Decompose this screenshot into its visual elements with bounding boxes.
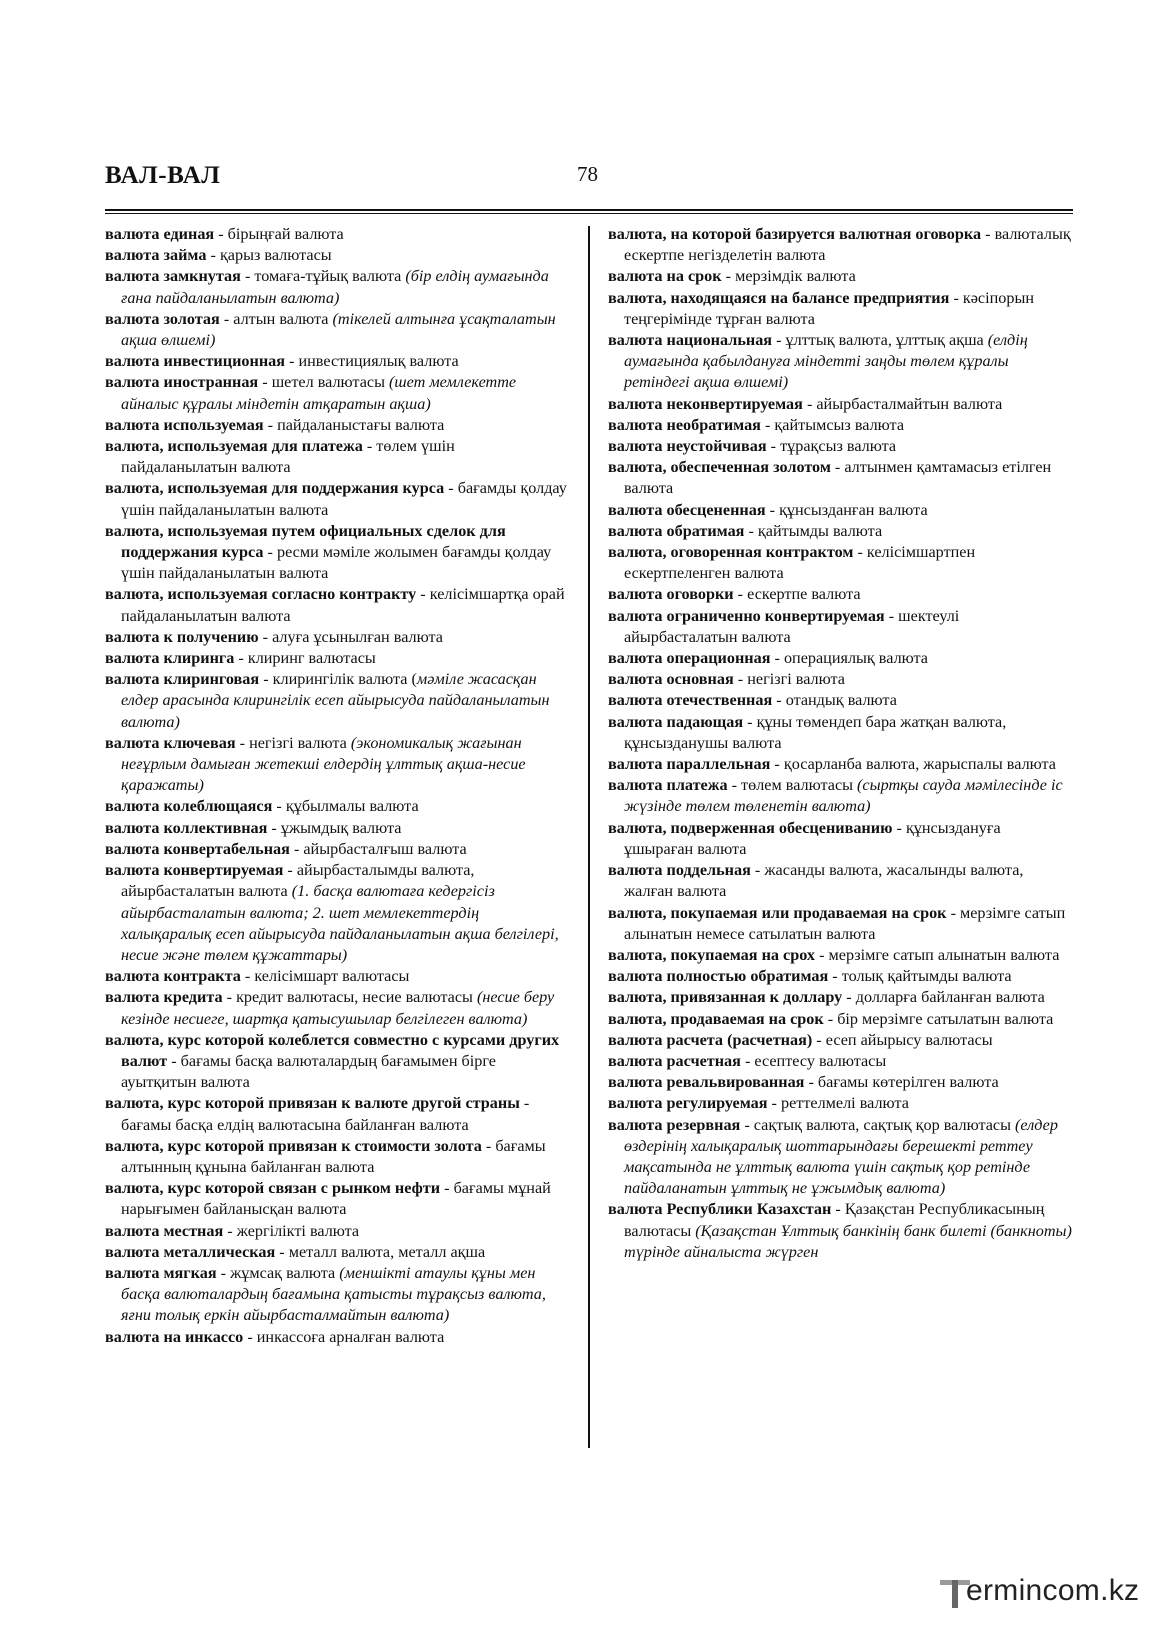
entry-translation: ресми мәміле жолымен бағамды қолдау үшін пайдаланылатын валюта xyxy=(121,543,552,583)
entry-term: валюта, оговоренная контрактом xyxy=(608,543,854,562)
termincom-watermark xyxy=(940,1572,1140,1616)
entry-translation: құнсыздануға ұшыраған валюта xyxy=(624,818,1001,858)
dictionary-entry xyxy=(105,245,567,266)
entry-translation: долларға байланған валюта xyxy=(855,988,1045,1007)
entry-term: валюта замкнутая xyxy=(105,267,241,286)
entry-term: валюта конвертабельная xyxy=(105,839,290,858)
dictionary-entry xyxy=(608,288,1073,330)
entry-term: валюта конвертируемая xyxy=(105,861,284,880)
dictionary-entry xyxy=(105,839,567,860)
entry-translation: отандық валюта xyxy=(785,691,897,710)
entry-translation: жасанды валюта, жасалынды валюта, жалған валюта xyxy=(624,861,1024,901)
entry-translation: пайдаланыстағы валюта xyxy=(277,415,445,434)
entry-separator: - xyxy=(770,755,784,774)
dictionary-entry xyxy=(608,669,1073,690)
entry-translation: негізгі валюта xyxy=(249,733,351,752)
entry-separator: - xyxy=(770,649,784,668)
entry-separator: - xyxy=(235,733,250,752)
entry-term: валюта, подверженная обесцениванию xyxy=(608,818,893,837)
entry-gloss: (1. басқа валютаға кедергісіз айырбасталатын валюта; 2. шет мемлекеттердің халықаралық есеп айырысуда пайдаланылатын ақша белгілері, несие және төлем құжаттары) xyxy=(121,882,559,964)
dictionary-entry xyxy=(105,309,567,351)
entry-gloss: (сыртқы сауда мәмілесінде іс жүзінде төлем төленетін валюта) xyxy=(624,776,1063,816)
entry-term: валюта к получению xyxy=(105,627,259,646)
entry-translation: құны төмендеп бара жатқан валюта, құнсызданушы валюта xyxy=(624,712,1007,752)
entry-separator: - xyxy=(263,543,277,562)
entry-term: валюта неконвертируемая xyxy=(608,394,803,413)
entry-translation: ұлттық валюта, ұлттық ақша xyxy=(785,331,988,350)
entry-translation: клиринг валютасы xyxy=(247,649,376,668)
entry-term: валюта параллельная xyxy=(608,755,771,774)
entry-translation: қайтымсыз валюта xyxy=(774,415,905,434)
entry-translation: айырбасталымды валюта, айырбасталатын валюта xyxy=(121,861,475,901)
entry-gloss: (елдің аумағында қабылдануға міндетті заңды төлем құралы ретіндегі ақша өлшемі) xyxy=(624,331,1028,392)
entry-gloss: (елдер өздерінің халықаралық шоттарындағы берешекті реттеу мақсатында не ұлттық валюта үшін сақтық қор ретінде пайдаланатын ұлттық не ұжымдық валюта) xyxy=(624,1115,1058,1198)
dictionary-entry xyxy=(608,415,1073,436)
entry-term: валюта, используемая для платежа xyxy=(105,437,363,456)
entry-term: валюта клиринга xyxy=(105,649,235,668)
entry-gloss: (экономикалық жағынан неғұрлым дамыған жетекші елдердің ұлттық ақша-несие қаражаты) xyxy=(121,733,526,795)
entry-translation: толық қайтымды валюта xyxy=(841,967,1012,986)
entry-separator: - xyxy=(519,1094,530,1113)
entry-term: валюта падающая xyxy=(608,712,744,731)
entry-translation: шетел валютасы xyxy=(271,373,389,392)
dictionary-entry xyxy=(105,351,567,372)
header-rule-thin xyxy=(105,213,1073,214)
entry-term: валюта, используемая для поддержания курса xyxy=(105,479,445,498)
entry-translation: алтынмен қамтамасыз етілген валюта xyxy=(624,458,1052,498)
dictionary-entry xyxy=(105,1030,567,1094)
entry-translation: алтын валюта xyxy=(233,309,333,328)
entry-separator: - xyxy=(206,246,220,265)
entry-term: валюта, покупаемая на срох xyxy=(608,945,816,964)
entry-translation: ескертпе валюта xyxy=(747,585,861,604)
entry-translation: қосарланба валюта, жарыспалы валюта xyxy=(783,755,1056,774)
entry-translation: Қазақстан Республикасының валютасы xyxy=(624,1200,1045,1240)
entry-translation: есеп айырысу валютасы xyxy=(825,1030,993,1049)
entry-separator: - xyxy=(823,1009,838,1028)
entry-translation: ұжымдық валюта xyxy=(280,818,402,837)
dictionary-entry xyxy=(608,1030,1073,1051)
entry-term: валюта полностью обратимая xyxy=(608,967,829,986)
entry-separator: - xyxy=(222,988,237,1007)
dictionary-entry xyxy=(105,436,567,478)
entry-term: валюта ревальвированная xyxy=(608,1073,805,1092)
entry-translation: төлем үшін пайдаланылатын валюта xyxy=(121,437,455,477)
dictionary-entry xyxy=(105,648,567,669)
entry-separator: - xyxy=(812,1030,826,1049)
entry-separator: - xyxy=(744,521,758,540)
entry-term: валюта металлическая xyxy=(105,1242,276,1261)
entry-term: валюта обесцененная xyxy=(608,500,766,519)
entry-separator: - xyxy=(765,500,780,519)
entry-separator: - xyxy=(727,776,742,795)
entry-translation: бағамы көтерілген валюта xyxy=(817,1073,999,1092)
entry-term: валюта, курс которой колеблется совместно с курсами других валют xyxy=(105,1030,560,1070)
entry-term: валюта используемая xyxy=(105,415,264,434)
entry-translation: айырбасталмайтын валюта xyxy=(816,394,1003,413)
entry-translation: қайтымды валюта xyxy=(757,521,883,540)
dictionary-entry xyxy=(105,669,567,733)
entry-separator: - xyxy=(828,967,842,986)
entry-term: валюта поддельная xyxy=(608,861,751,880)
entry-term: валюта, привязанная к доллару xyxy=(608,988,843,1007)
entry-separator: - xyxy=(892,818,906,837)
entry-separator: - xyxy=(258,373,272,392)
dictionary-entry xyxy=(608,1093,1073,1114)
dictionary-entry xyxy=(608,457,1073,499)
entry-separator: - xyxy=(416,585,430,604)
entry-translation: операциялық валюта xyxy=(783,649,928,668)
entry-term: валюта операционная xyxy=(608,649,771,668)
dictionary-entry xyxy=(105,521,567,585)
watermark-text: ermincom.kz xyxy=(966,1574,1140,1607)
entry-separator: - xyxy=(853,543,867,562)
entry-separator: - xyxy=(815,945,829,964)
entry-separator: - xyxy=(289,839,304,858)
dictionary-entry xyxy=(608,818,1073,860)
entry-separator: - xyxy=(283,861,297,880)
entry-term: валюта ключевая xyxy=(105,733,236,752)
entry-separator: - xyxy=(214,225,228,243)
entry-translation: бағамы мұнай нарығымен байланысқан валюта xyxy=(121,1179,551,1219)
header-rule-thick xyxy=(105,209,1073,211)
entry-term: валюта, продаваемая на срок xyxy=(608,1009,824,1028)
entry-separator: - xyxy=(743,712,757,731)
dictionary-entry xyxy=(608,966,1073,987)
dictionary-entry xyxy=(105,584,567,626)
entry-term: валюта, курс которой привязан к стоимости золота xyxy=(105,1136,482,1155)
entry-translation: бағамы басқа валюталардың бағамымен бірге ауытқитын валюта xyxy=(121,1051,496,1092)
entry-term: валюта отечественная xyxy=(608,691,773,710)
entry-separator: - xyxy=(740,1051,755,1070)
dictionary-entry xyxy=(608,945,1073,966)
entry-separator: - xyxy=(440,1179,454,1198)
entry-term: валюта платежа xyxy=(608,776,728,795)
entry-term: валюта золотая xyxy=(105,309,220,328)
entry-translation: мерзімге сатып алынатын немесе сатылатын валюта xyxy=(624,903,1066,943)
entry-gloss: (бір елдің аумағында ғана пайдаланылатын валюта) xyxy=(121,267,549,307)
dictionary-entry xyxy=(608,521,1073,542)
entry-separator: - xyxy=(272,797,286,816)
entry-separator: - xyxy=(842,988,856,1007)
entry-term: валюта расчетная xyxy=(608,1051,741,1070)
entry-gloss: (шет мемлекетте айналыс құралы міндетін атқаратын ақша) xyxy=(121,373,517,413)
entry-term: валюта расчета (расчетная) xyxy=(608,1030,813,1049)
entry-translation: валюталық ескертпе негізделетін валюта xyxy=(624,225,1071,265)
dictionary-entry xyxy=(105,1221,567,1242)
entry-separator: - xyxy=(259,670,273,689)
entry-term: валюта, находящаяся на балансе предприятия xyxy=(608,288,950,307)
entry-separator: - xyxy=(243,1327,257,1346)
dictionary-entry xyxy=(608,542,1073,584)
dictionary-entry xyxy=(608,584,1073,605)
entry-separator: - xyxy=(760,415,775,434)
entry-separator: - xyxy=(362,437,377,456)
dictionary-entry xyxy=(608,1072,1073,1093)
entry-term: валюта, курс которой связан с рынком нефти xyxy=(105,1179,441,1198)
entry-separator: - xyxy=(772,691,786,710)
entry-separator: - xyxy=(219,309,234,328)
entry-term: валюта колеблющаяся xyxy=(105,797,273,816)
dictionary-entry xyxy=(105,478,567,520)
entry-translation: шектеулі айырбасталатын валюта xyxy=(624,606,960,646)
entry-term: валюта, на которой базируется валютная оговорка xyxy=(608,225,982,243)
dictionary-entry xyxy=(608,754,1073,775)
entry-term: валюта местная xyxy=(105,1221,224,1240)
entry-translation: есептесу валютасы xyxy=(754,1051,887,1070)
dictionary-entry xyxy=(608,1009,1073,1030)
entry-translation: негізгі валюта xyxy=(747,670,845,689)
dictionary-entry xyxy=(608,860,1073,902)
dictionary-entry xyxy=(105,1327,567,1348)
dictionary-entry xyxy=(105,1093,567,1135)
entry-translation: алуға ұсынылған валюта xyxy=(272,627,443,646)
entry-term: валюта, обеспеченная золотом xyxy=(608,458,831,477)
entry-translation: келісімшарт валютасы xyxy=(254,967,410,986)
entry-translation: келісімшартпен ескертпеленген валюта xyxy=(624,543,976,583)
dictionary-entry xyxy=(105,415,567,436)
entry-term: валюта единая xyxy=(105,225,215,243)
entry-translation: металл валюта, металл ақша xyxy=(288,1242,486,1261)
dictionary-entry xyxy=(105,796,567,817)
entry-translation: инвестициялық валюта xyxy=(298,352,459,371)
entry-translation: тұрақсыз валюта xyxy=(780,437,897,456)
entry-translation: бір мерзімге сатылатын валюта xyxy=(837,1009,1054,1028)
entry-translation: төлем валютасы xyxy=(741,776,858,795)
entry-separator: - xyxy=(740,1115,754,1134)
entry-term: валюта неустойчивая xyxy=(608,437,767,456)
entry-translation: кредит валютасы, несие валютасы xyxy=(236,988,477,1007)
dictionary-entry xyxy=(105,987,567,1029)
entry-term: валюта контракта xyxy=(105,967,241,986)
entry-separator: - xyxy=(884,606,899,625)
dictionary-entry xyxy=(608,330,1073,394)
entry-separator: - xyxy=(167,1051,181,1070)
dictionary-entry xyxy=(608,1199,1073,1263)
dictionary-entry xyxy=(608,1115,1073,1200)
entry-term: валюта кредита xyxy=(105,988,223,1007)
dictionary-entry xyxy=(105,224,567,245)
entry-translation: клирингілік валюта ( xyxy=(272,670,417,689)
entry-separator: - xyxy=(946,903,960,922)
entry-separator: - xyxy=(223,1221,237,1240)
dictionary-entry xyxy=(608,266,1073,287)
entry-gloss: (тікелей алтынға ұсақталатын ақша өлшемі) xyxy=(121,309,556,350)
entry-translation: жергілікті валюта xyxy=(236,1221,360,1240)
entry-term: валюта, курс которой привязан к валюте другой страны xyxy=(105,1094,520,1113)
page-number: 78 xyxy=(577,162,598,186)
entry-separator: - xyxy=(258,627,273,646)
entry-term: валюта Республики Казахстан xyxy=(608,1200,832,1219)
entry-separator: - xyxy=(481,1136,496,1155)
entry-term: валюта необратимая xyxy=(608,415,761,434)
entry-separator: - xyxy=(804,1073,818,1092)
entry-translation: мерзімдік валюта xyxy=(735,267,856,286)
entry-separator: - xyxy=(234,649,248,668)
dictionary-entry xyxy=(608,606,1073,648)
column-divider xyxy=(588,226,590,1448)
dictionary-entry xyxy=(105,627,567,648)
entry-translation: қарыз валютасы xyxy=(219,246,332,265)
entry-term: валюта, покупаемая или продаваемая на срок xyxy=(608,903,947,922)
entry-term: валюта коллективная xyxy=(105,818,268,837)
entry-gloss: (меншікті атаулы құны мен басқа валюталардың бағамына қатысты тұрақсыз валюта, яғни толық еркін айырбасталмайтын валюта) xyxy=(121,1263,546,1325)
running-head: ВАЛ-ВАЛ xyxy=(105,162,221,189)
entry-term: валюта основная xyxy=(608,670,734,689)
entry-translation: құбылмалы валюта xyxy=(285,797,419,816)
dictionary-entry xyxy=(105,372,567,414)
page-header xyxy=(105,158,1073,206)
entry-term: валюта национальная xyxy=(608,331,773,350)
entry-separator: - xyxy=(802,394,817,413)
entry-translation: бағамды қолдау үшін пайдаланылатын валюта xyxy=(121,479,567,519)
entry-translation: құнсызданған валюта xyxy=(779,500,928,519)
entry-separator: - xyxy=(216,1263,231,1282)
entry-separator: - xyxy=(733,670,748,689)
right-column xyxy=(608,224,1073,1263)
entry-separator: - xyxy=(981,225,995,243)
entry-separator: - xyxy=(285,352,299,371)
dictionary-entry xyxy=(105,733,567,797)
entry-term: валюта регулируемая xyxy=(608,1094,768,1113)
entry-separator: - xyxy=(949,288,963,307)
entry-separator: - xyxy=(240,967,255,986)
entry-separator: - xyxy=(267,818,281,837)
entry-translation: сақтық валюта, сақтық қор валютасы xyxy=(753,1115,1016,1134)
entry-term: валюта клиринговая xyxy=(105,670,260,689)
left-column xyxy=(105,224,567,1348)
dictionary-entry xyxy=(105,1242,567,1263)
entry-translation: кәсіпорын теңгерімінде тұрған валюта xyxy=(624,288,1034,328)
entry-separator: - xyxy=(772,331,786,350)
entry-term: валюта ограниченно конвертируемая xyxy=(608,606,885,625)
entry-separator: - xyxy=(733,585,748,604)
entry-term: валюта иностранная xyxy=(105,373,259,392)
entry-translation: инкассоға арналған валюта xyxy=(256,1327,445,1346)
entry-term: валюта инвестиционная xyxy=(105,352,285,371)
entry-gloss: (Қазақстан Ұлттық банкінің банк билеті (банкноты) түрінде айналыста жүрген xyxy=(624,1221,1072,1261)
entry-term: валюта, используемая согласно контракту xyxy=(105,585,417,604)
entry-term: валюта на инкассо xyxy=(105,1327,244,1346)
dictionary-entry xyxy=(608,224,1073,266)
entry-separator: - xyxy=(275,1242,289,1261)
entry-translation: жұмсақ валюта xyxy=(230,1263,340,1282)
entry-term: валюта резервная xyxy=(608,1115,741,1134)
dictionary-entry xyxy=(105,1136,567,1178)
dictionary-entry xyxy=(608,775,1073,817)
entry-separator: - xyxy=(830,458,845,477)
dictionary-entry xyxy=(105,860,567,966)
entry-separator: - xyxy=(721,267,736,286)
entry-separator: - xyxy=(240,267,255,286)
entry-translation: мерзімге сатып алынатын валюта xyxy=(828,945,1060,964)
entry-separator: - xyxy=(831,1200,845,1219)
entry-translation: бағамы алтынның құнына байланған валюта xyxy=(121,1136,546,1176)
entry-separator: - xyxy=(750,861,765,880)
dictionary-entry xyxy=(608,1051,1073,1072)
entry-translation: бірыңғай валюта xyxy=(227,225,344,243)
dictionary-entry xyxy=(608,903,1073,945)
entry-translation: келісімшартқа орай пайдаланылатын валюта xyxy=(121,585,565,625)
entry-term: валюта на срок xyxy=(608,267,722,286)
dictionary-entry xyxy=(608,436,1073,457)
entry-separator: - xyxy=(767,1094,781,1113)
entry-separator: - xyxy=(263,415,278,434)
entry-separator: - xyxy=(444,479,458,498)
entry-term: валюта мягкая xyxy=(105,1263,217,1282)
dictionary-entry xyxy=(608,500,1073,521)
dictionary-entry xyxy=(105,1263,567,1327)
entry-gloss: мәміле жасасқан елдер арасында клирингілік есеп айырысуда пайдаланылатын валюта) xyxy=(121,670,550,731)
entry-term: валюта обратимая xyxy=(608,521,745,540)
dictionary-entry xyxy=(608,648,1073,669)
entry-translation: айырбасталғыш валюта xyxy=(303,839,467,858)
dictionary-entry xyxy=(105,966,567,987)
dictionary-entry xyxy=(608,712,1073,754)
dictionary-entry xyxy=(105,818,567,839)
entry-term: валюта займа xyxy=(105,246,207,265)
entry-separator: - xyxy=(766,437,781,456)
entry-term: валюта оговорки xyxy=(608,585,734,604)
dictionary-entry xyxy=(608,394,1073,415)
dictionary-entry xyxy=(105,1178,567,1220)
entry-translation: реттелмелі валюта xyxy=(780,1094,909,1113)
dictionary-entry xyxy=(608,987,1073,1008)
dictionary-entry xyxy=(105,266,567,308)
entry-translation: томаға-тұйық валюта xyxy=(254,267,406,286)
entry-gloss: (несие беру кезінде несиеге, шартқа қатысушылар белгілеген валюта) xyxy=(121,988,555,1028)
dictionary-entry xyxy=(608,690,1073,711)
entry-term: валюта, используемая путем официальных сделок для поддержания курса xyxy=(105,521,506,562)
entry-translation: бағамы басқа елдің валютасына байланған валюта xyxy=(121,1115,469,1134)
